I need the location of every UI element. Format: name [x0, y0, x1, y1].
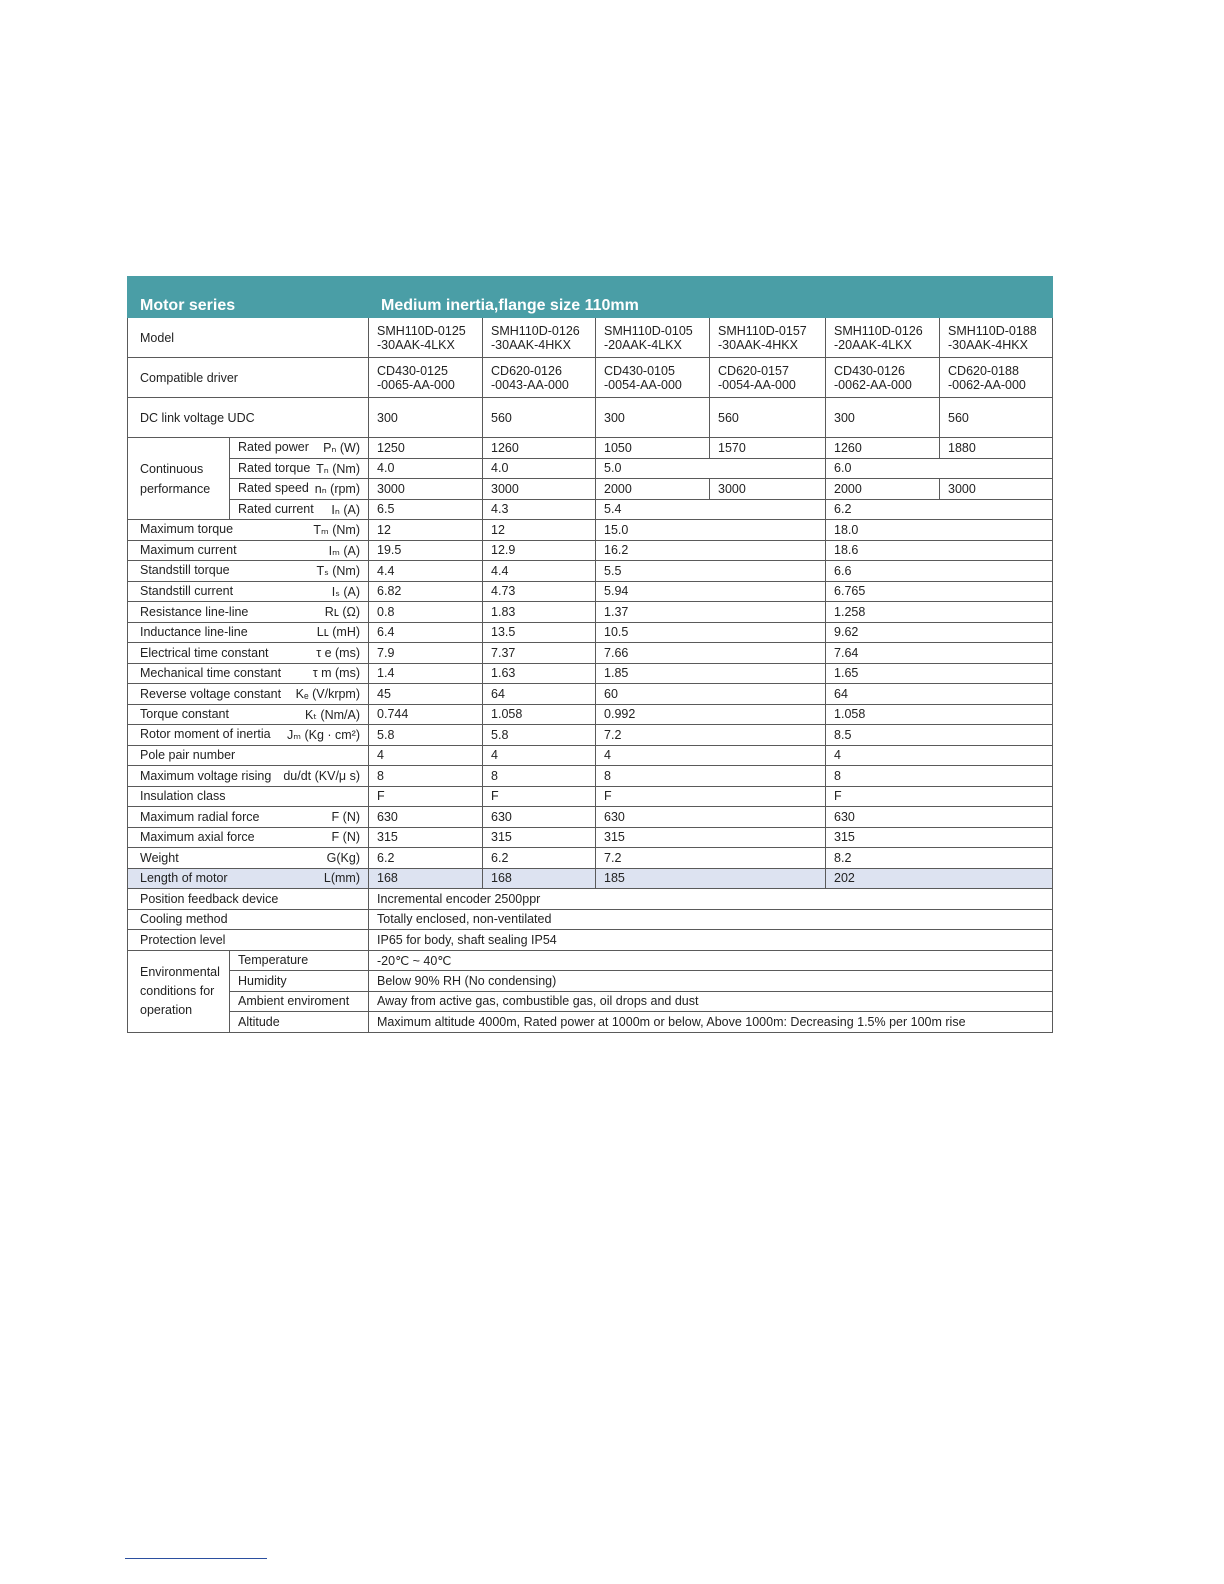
- parameter-row: [128, 663, 1053, 684]
- parameter-label: Inductance line-line Lʟ (mH): [128, 622, 369, 643]
- parameter-row: [128, 520, 1053, 541]
- value-cell: 9.62: [826, 622, 1053, 643]
- value-cell: 13.5: [483, 622, 596, 643]
- value-cell: 1260: [826, 438, 940, 459]
- parameter-label: Reverse voltage constant Kₑ (V/krpm): [128, 684, 369, 705]
- value-cell: 630: [596, 807, 826, 828]
- value-cell: 6.4: [369, 622, 483, 643]
- driver-cell: CD620-0157 -0054-AA-000: [710, 358, 826, 398]
- value-cell: 8.2: [826, 848, 1053, 869]
- value-cell: 1.4: [369, 663, 483, 684]
- parameter-row: [128, 725, 1053, 746]
- value-cell: 12.9: [483, 540, 596, 561]
- parameter-row: [128, 540, 1053, 561]
- parameter-label: Maximum axial force F (N): [128, 827, 369, 848]
- value-cell: 0.744: [369, 704, 483, 725]
- value-cell: F: [826, 786, 1053, 807]
- rated-power-label: Rated power Pₙ (W): [230, 438, 369, 459]
- parameter-row: [128, 827, 1053, 848]
- rated-current-label: Rated current Iₙ (A): [230, 499, 369, 520]
- value-cell: 7.9: [369, 643, 483, 664]
- model-cell: SMH110D-0125 -30AAK-4LKX: [369, 318, 483, 358]
- parameter-row: [128, 786, 1053, 807]
- parameter-label: Rotor moment of inertia Jₘ (Kg · cm²): [128, 725, 369, 746]
- value-cell: 5.8: [369, 725, 483, 746]
- value-cell: 5.4: [596, 499, 826, 520]
- value-cell: 1880: [940, 438, 1053, 459]
- model-cell: SMH110D-0126 -30AAK-4HKX: [483, 318, 596, 358]
- value-cell: 1.65: [826, 663, 1053, 684]
- value-cell: 4: [369, 745, 483, 766]
- parameter-label: Insulation class: [128, 786, 369, 807]
- driver-cell: CD620-0126 -0043-AA-000: [483, 358, 596, 398]
- value-cell: 45: [369, 684, 483, 705]
- parameter-label: Torque constant Kₜ (Nm/A): [128, 704, 369, 725]
- value-cell: 16.2: [596, 540, 826, 561]
- value-cell: 630: [369, 807, 483, 828]
- value-cell: 7.66: [596, 643, 826, 664]
- value-cell: F: [596, 786, 826, 807]
- parameter-row: [128, 766, 1053, 787]
- rated-current-row: [128, 499, 1053, 520]
- value-cell: 168: [369, 868, 483, 889]
- value-cell: 6.2: [369, 848, 483, 869]
- footnote-rule: [125, 1558, 267, 1559]
- parameter-label: Length of motor L(mm): [128, 868, 369, 889]
- value-cell: 6.2: [483, 848, 596, 869]
- model-cell: SMH110D-0126 -20AAK-4LKX: [826, 318, 940, 358]
- value-cell: 4.3: [483, 499, 596, 520]
- model-cell: SMH110D-0105 -20AAK-4LKX: [596, 318, 710, 358]
- value-cell: 315: [483, 827, 596, 848]
- parameter-row: [128, 581, 1053, 602]
- temperature-value: -20℃ ~ 40℃: [369, 950, 1053, 971]
- feedback-value: Incremental encoder 2500ppr: [369, 889, 1053, 910]
- value-cell: 1.058: [483, 704, 596, 725]
- altitude-row: [128, 1012, 1053, 1033]
- rated-torque-row: [128, 458, 1053, 479]
- value-cell: 315: [826, 827, 1053, 848]
- value-cell: 202: [826, 868, 1053, 889]
- value-cell: 5.94: [596, 581, 826, 602]
- value-cell: 18.6: [826, 540, 1053, 561]
- value-cell: 3000: [483, 479, 596, 500]
- value-cell: 60: [596, 684, 826, 705]
- value-cell: 10.5: [596, 622, 826, 643]
- value-cell: 15.0: [596, 520, 826, 541]
- value-cell: 12: [369, 520, 483, 541]
- parameter-label: Pole pair number: [128, 745, 369, 766]
- value-cell: 8: [483, 766, 596, 787]
- value-cell: 4.4: [369, 561, 483, 582]
- parameter-label: Standstill current Iₛ (A): [128, 581, 369, 602]
- value-cell: 3000: [940, 479, 1053, 500]
- value-cell: 0.992: [596, 704, 826, 725]
- model-label: Model: [128, 318, 369, 358]
- driver-label: Compatible driver: [128, 358, 369, 398]
- parameter-label: Maximum torque Tₘ (Nm): [128, 520, 369, 541]
- altitude-label: Altitude: [230, 1012, 369, 1033]
- value-cell: 8.5: [826, 725, 1053, 746]
- parameter-row: [128, 745, 1053, 766]
- value-cell: 6.6: [826, 561, 1053, 582]
- humidity-row: [128, 971, 1053, 992]
- parameter-label: Maximum current Iₘ (A): [128, 540, 369, 561]
- parameter-row: [128, 561, 1053, 582]
- value-cell: 12: [483, 520, 596, 541]
- value-cell: 6.82: [369, 581, 483, 602]
- value-cell: 5.0: [596, 458, 826, 479]
- value-cell: 2000: [826, 479, 940, 500]
- value-cell: 1.85: [596, 663, 826, 684]
- value-cell: 8: [369, 766, 483, 787]
- parameter-row: [128, 684, 1053, 705]
- temperature-label: Temperature: [230, 950, 369, 971]
- value-cell: F: [369, 786, 483, 807]
- value-cell: 168: [483, 868, 596, 889]
- value-cell: 5.8: [483, 725, 596, 746]
- altitude-value: Maximum altitude 4000m, Rated power at 1000m or below, Above 1000m: Decreasing 1.5% per 100m rise: [369, 1012, 1053, 1033]
- parameter-row: [128, 807, 1053, 828]
- protection-value: IP65 for body, shaft sealing IP54: [369, 930, 1053, 951]
- value-cell: 315: [369, 827, 483, 848]
- continuous-performance-label: Continuous performance: [128, 438, 230, 520]
- value-cell: 6.2: [826, 499, 1053, 520]
- rated-speed-row: [128, 479, 1053, 500]
- driver-cell: CD430-0105 -0054-AA-000: [596, 358, 710, 398]
- value-cell: 185: [596, 868, 826, 889]
- value-cell: 64: [483, 684, 596, 705]
- parameter-label: Maximum voltage rising du/dt (KV/μ s): [128, 766, 369, 787]
- value-cell: 5.5: [596, 561, 826, 582]
- humidity-value: Below 90% RH (No condensing): [369, 971, 1053, 992]
- temperature-row: [128, 950, 1053, 971]
- value-cell: 630: [826, 807, 1053, 828]
- value-cell: 1250: [369, 438, 483, 459]
- parameter-label: Resistance line-line Rʟ (Ω): [128, 602, 369, 623]
- driver-cell: CD430-0125 -0065-AA-000: [369, 358, 483, 398]
- ambient-label: Ambient enviroment: [230, 991, 369, 1012]
- parameter-label: Weight G(Kg): [128, 848, 369, 869]
- parameter-row: [128, 602, 1053, 623]
- parameter-row: [128, 622, 1053, 643]
- udc-label: DC link voltage UDC: [128, 398, 369, 438]
- rated-torque-label: Rated torque Tₙ (Nm): [230, 458, 369, 479]
- value-cell: 0.8: [369, 602, 483, 623]
- cooling-value: Totally enclosed, non-ventilated: [369, 909, 1053, 930]
- value-cell: 64: [826, 684, 1053, 705]
- motor-spec-table: [127, 276, 1053, 1033]
- udc-cell: 560: [483, 398, 596, 438]
- value-cell: 1.37: [596, 602, 826, 623]
- value-cell: 4.4: [483, 561, 596, 582]
- parameter-row: [128, 643, 1053, 664]
- value-cell: 6.5: [369, 499, 483, 520]
- value-cell: 8: [596, 766, 826, 787]
- protection-row: [128, 930, 1053, 951]
- model-row: [128, 318, 1053, 358]
- value-cell: 6.765: [826, 581, 1053, 602]
- cooling-row: [128, 909, 1053, 930]
- value-cell: 1.058: [826, 704, 1053, 725]
- value-cell: 7.64: [826, 643, 1053, 664]
- value-cell: 315: [596, 827, 826, 848]
- value-cell: 8: [826, 766, 1053, 787]
- parameter-label: Maximum radial force F (N): [128, 807, 369, 828]
- value-cell: 4.0: [369, 458, 483, 479]
- value-cell: 1050: [596, 438, 710, 459]
- value-cell: 1.258: [826, 602, 1053, 623]
- value-cell: 4: [596, 745, 826, 766]
- driver-cell: CD430-0126 -0062-AA-000: [826, 358, 940, 398]
- rated-power-row: [128, 438, 1053, 459]
- udc-cell: 300: [826, 398, 940, 438]
- value-cell: 4: [826, 745, 1053, 766]
- model-cell: SMH110D-0157 -30AAK-4HKX: [710, 318, 826, 358]
- model-cell: SMH110D-0188 -30AAK-4HKX: [940, 318, 1053, 358]
- value-cell: F: [483, 786, 596, 807]
- value-cell: 1.83: [483, 602, 596, 623]
- ambient-row: [128, 991, 1053, 1012]
- value-cell: 4: [483, 745, 596, 766]
- cooling-label: Cooling method: [128, 909, 369, 930]
- feedback-row: [128, 889, 1053, 910]
- ambient-value: Away from active gas, combustible gas, oil drops and dust: [369, 991, 1053, 1012]
- value-cell: 6.0: [826, 458, 1053, 479]
- parameter-row: [128, 868, 1053, 889]
- driver-row: [128, 358, 1053, 398]
- value-cell: 19.5: [369, 540, 483, 561]
- series-title: Medium inertia,flange size 110mm: [369, 277, 1053, 318]
- value-cell: 1.63: [483, 663, 596, 684]
- driver-cell: CD620-0188 -0062-AA-000: [940, 358, 1053, 398]
- value-cell: 3000: [710, 479, 826, 500]
- parameter-rows: [128, 520, 1053, 889]
- parameter-label: Mechanical time constant τ m (ms): [128, 663, 369, 684]
- environment-label: Environmental conditions for operation: [128, 950, 230, 1032]
- value-cell: 3000: [369, 479, 483, 500]
- parameter-label: Standstill torque Tₛ (Nm): [128, 561, 369, 582]
- value-cell: 7.2: [596, 725, 826, 746]
- feedback-label: Position feedback device: [128, 889, 369, 910]
- udc-cell: 300: [369, 398, 483, 438]
- value-cell: 630: [483, 807, 596, 828]
- rated-speed-label: Rated speed nₙ (rpm): [230, 479, 369, 500]
- value-cell: 4.73: [483, 581, 596, 602]
- parameter-label: Electrical time constant τ e (ms): [128, 643, 369, 664]
- protection-label: Protection level: [128, 930, 369, 951]
- value-cell: 18.0: [826, 520, 1053, 541]
- parameter-row: [128, 848, 1053, 869]
- udc-cell: 560: [710, 398, 826, 438]
- value-cell: 2000: [596, 479, 710, 500]
- value-cell: 1260: [483, 438, 596, 459]
- value-cell: 4.0: [483, 458, 596, 479]
- humidity-label: Humidity: [230, 971, 369, 992]
- udc-row: [128, 398, 1053, 438]
- parameter-row: [128, 704, 1053, 725]
- udc-cell: 300: [596, 398, 710, 438]
- value-cell: 7.37: [483, 643, 596, 664]
- motor-series-label: Motor series: [128, 277, 369, 318]
- value-cell: 7.2: [596, 848, 826, 869]
- udc-cell: 560: [940, 398, 1053, 438]
- header-row: [128, 277, 1053, 318]
- value-cell: 1570: [710, 438, 826, 459]
